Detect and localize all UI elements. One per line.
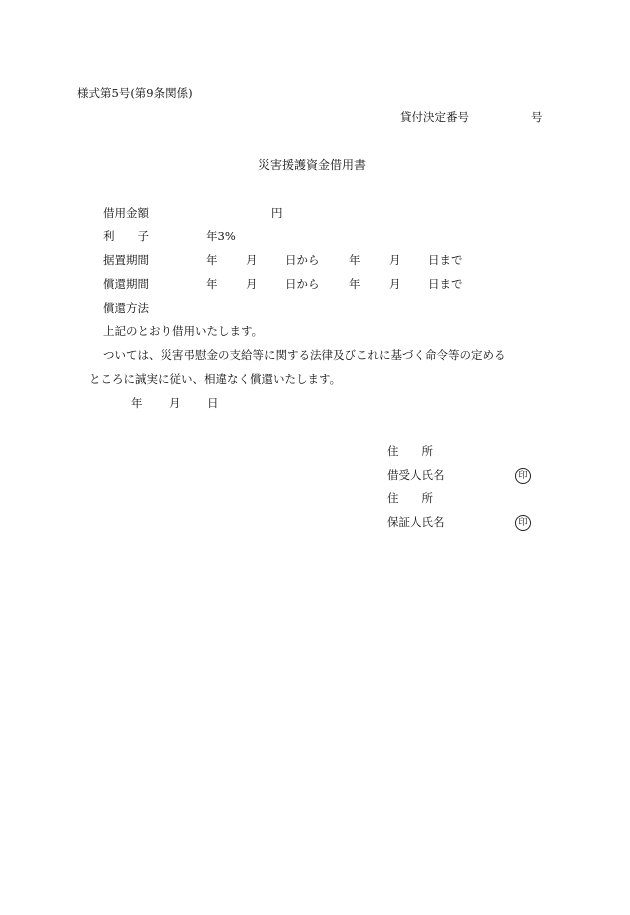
guarantor-name-label: 保証人氏名 — [387, 515, 445, 529]
interest-label: 利 子 — [103, 229, 149, 243]
deferment-start-day: 日から — [285, 253, 320, 267]
deferment-start-month: 月 — [246, 253, 258, 267]
body-line-3: ところに誠実に従い、相違なく償還いたします。 — [89, 372, 342, 386]
date-month: 月 — [169, 396, 181, 410]
repayment-start-day: 日から — [285, 277, 320, 291]
repayment-start-year: 年 — [206, 277, 218, 291]
body-line-2: ついては、災害弔慰金の支給等に関する法律及びこれに基づく命令等の定める — [103, 348, 506, 362]
repayment-period-label: 償還期間 — [103, 277, 149, 291]
amount-unit: 円 — [271, 206, 283, 220]
form-number-label: 様式第5号(第9条関係) — [77, 86, 193, 100]
date-year: 年 — [131, 396, 143, 410]
borrower-name-label: 借受人氏名 — [387, 468, 445, 482]
document-title: 災害援護資金借用書 — [258, 158, 367, 172]
repayment-end-day: 日まで — [428, 277, 463, 291]
interest-value: 年3% — [206, 229, 236, 243]
deferment-end-day: 日まで — [428, 253, 463, 267]
deferment-end-month: 月 — [389, 253, 401, 267]
repayment-end-year: 年 — [349, 277, 361, 291]
borrower-seal-mark: 印 — [515, 468, 531, 484]
body-line-1: 上記のとおり借用いたします。 — [103, 324, 264, 338]
borrower-address-label: 住 所 — [387, 444, 433, 458]
repayment-start-month: 月 — [246, 277, 258, 291]
repayment-end-month: 月 — [389, 277, 401, 291]
repayment-method-label: 償還方法 — [103, 301, 149, 315]
guarantor-seal-mark: 印 — [515, 515, 531, 531]
date-day: 日 — [207, 396, 219, 410]
borrower-seal-icon — [515, 468, 531, 484]
guarantor-address-label: 住 所 — [387, 491, 433, 505]
deferment-start-year: 年 — [206, 253, 218, 267]
decision-number-suffix: 号 — [531, 110, 543, 124]
decision-number-label: 貸付決定番号 — [400, 110, 469, 124]
deferment-end-year: 年 — [349, 253, 361, 267]
guarantor-seal-icon — [515, 515, 531, 531]
deferment-label: 据置期間 — [103, 253, 149, 267]
amount-label: 借用金額 — [103, 206, 149, 220]
